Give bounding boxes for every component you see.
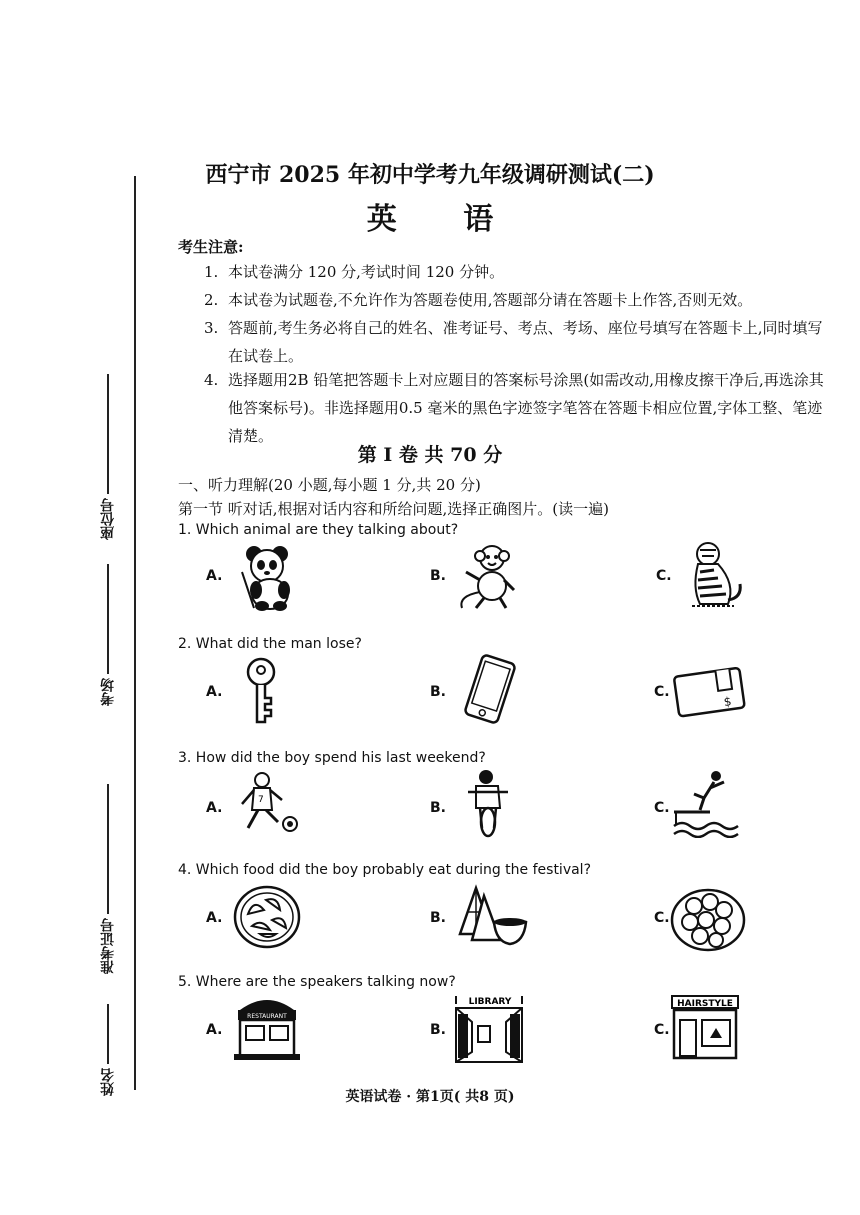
- option-label: C.: [654, 800, 670, 816]
- notice-item: 4. 选择题用2B 铅笔把答题卡上对应题目的答案标号涂黑(如需改动,用橡皮擦干净后,再选涂其他答案标号)。非选择题用0.5 毫米的黑色字迹签字笔答在答题卡相应位置,字体工整、笔迹清楚。: [204, 371, 824, 445]
- monkey-icon: [452, 542, 522, 612]
- phone-icon: [455, 654, 525, 724]
- question-3: 3. How did the boy spend his last weekend?: [178, 750, 486, 766]
- mooncakes-icon: [670, 880, 746, 952]
- subject-title: 英 语: [366, 202, 522, 237]
- zongzi-icon: [454, 882, 530, 950]
- svg-text:7: 7: [258, 795, 264, 805]
- option-label: B.: [430, 910, 446, 926]
- hairstyle-icon: [670, 992, 740, 1062]
- seat-number-field: 座位号: [98, 370, 118, 540]
- question-2: 2. What did the man lose?: [178, 636, 362, 652]
- part-title: 第 I 卷 共 70 分: [357, 444, 503, 466]
- hairstyle-sign: HAIRSTYLE: [677, 999, 733, 1009]
- option-label: A.: [206, 568, 223, 584]
- option-label: A.: [206, 1022, 223, 1038]
- option-label: A.: [206, 910, 223, 926]
- wallet-icon: [670, 662, 750, 718]
- restaurant-sign: RESTAURANT: [247, 1013, 287, 1020]
- exam-room-field: 考场: [98, 560, 118, 706]
- library-icon: [452, 992, 526, 1064]
- diving-icon: [670, 768, 740, 838]
- option-label: C.: [654, 910, 670, 926]
- question-1: 1. Which animal are they talking about?: [178, 522, 459, 538]
- library-sign: LIBRARY: [468, 997, 512, 1007]
- option-label: A.: [206, 684, 223, 700]
- notice-item: 2. 本试卷为试题卷,不允许作为答题卷使用,答题部分请在答题卡上作答,否则无效。: [204, 291, 753, 309]
- option-label: A.: [206, 800, 223, 816]
- page-footer: 英语试卷 · 第1页( 共8 页): [345, 1089, 515, 1105]
- question-4: 4. Which food did the boy probably eat during the festival?: [178, 862, 592, 878]
- name-field: 姓名: [98, 1000, 118, 1096]
- panda-icon: [232, 542, 302, 612]
- soccer-icon: [232, 770, 302, 836]
- binding-line: [134, 176, 136, 1090]
- exam-title: 西宁市 2025 年初中学考九年级调研测试(二): [205, 162, 655, 188]
- admission-number-field: 准考证号: [98, 780, 118, 974]
- section-heading: 一、听力理解(20 小题,每小题 1 分,共 20 分): [178, 476, 481, 494]
- option-label: C.: [654, 1022, 670, 1038]
- cycling-icon: [458, 768, 518, 838]
- option-label: C.: [654, 684, 670, 700]
- section-instructions: 第一节 听对话,根据对话内容和所给问题,选择正确图片。(读一遍): [178, 500, 610, 518]
- restaurant-icon: [230, 994, 304, 1062]
- notice-item: 1. 本试卷满分 120 分,考试时间 120 分钟。: [204, 263, 505, 281]
- question-5: 5. Where are the speakers talking now?: [178, 974, 456, 990]
- option-label: B.: [430, 568, 446, 584]
- notice-heading: 考生注意:: [178, 238, 244, 256]
- option-label: B.: [430, 1022, 446, 1038]
- svg-text:$: $: [722, 694, 733, 710]
- option-label: B.: [430, 684, 446, 700]
- option-label: C.: [656, 568, 672, 584]
- dumplings-icon: [232, 884, 302, 950]
- notice-item: 3. 答题前,考生务必将自己的姓名、准考证号、考点、考场、座位号填写在答题卡上,同时填写在试卷上。: [204, 319, 823, 365]
- key-icon: [236, 656, 286, 726]
- option-label: B.: [430, 800, 446, 816]
- tiger-icon: [678, 540, 748, 612]
